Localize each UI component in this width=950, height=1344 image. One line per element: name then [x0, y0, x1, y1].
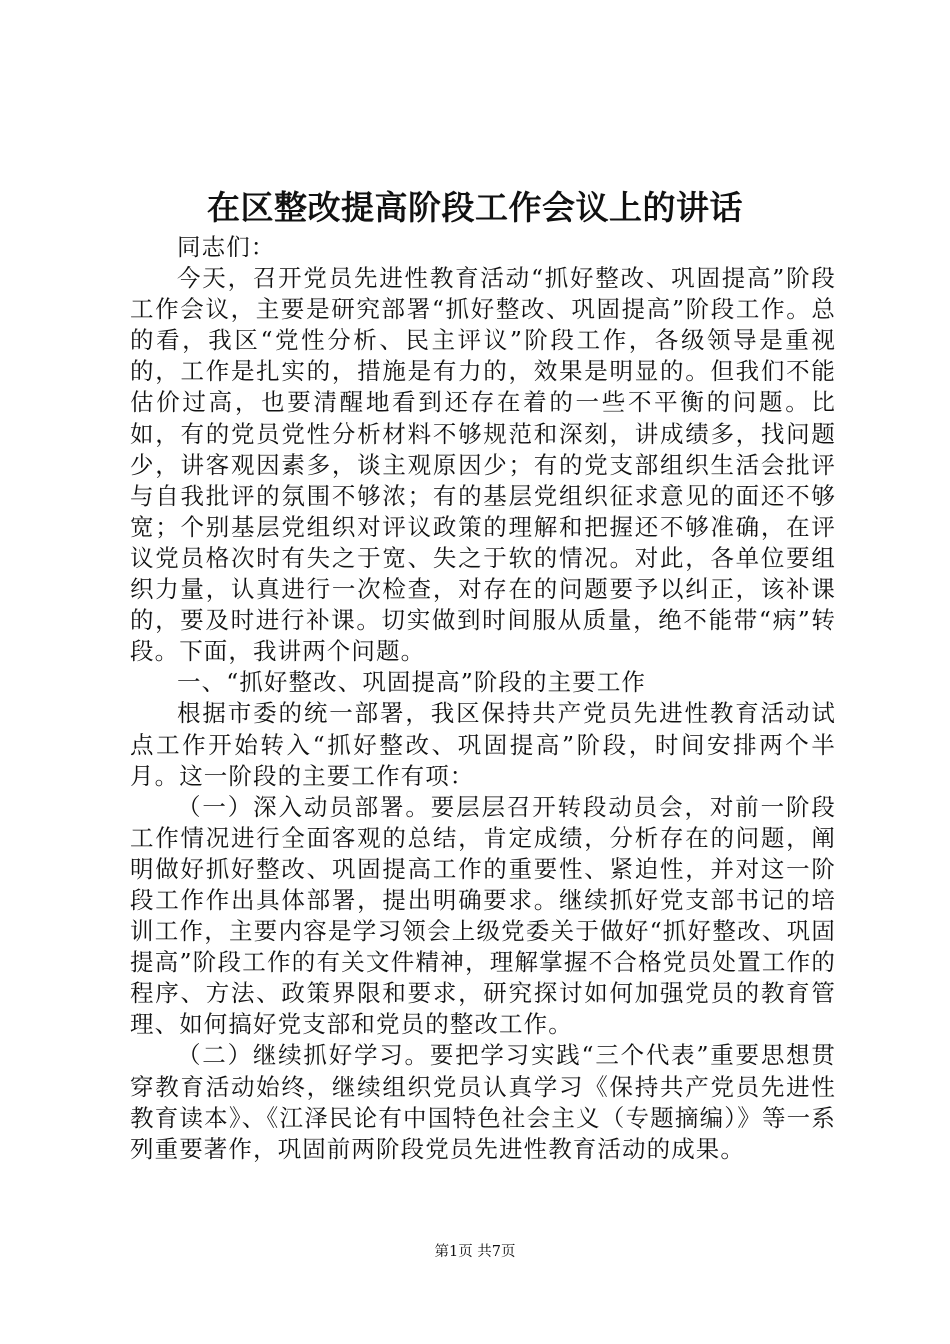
section-heading-1: 一、“抓好整改、巩固提高”阶段的主要工作 [177, 668, 647, 697]
document-body [130, 232, 836, 1165]
section-1-paragraph: 根据市委的统一部署，我区保持共产党员先进性教育活动试点工作开始转入“抓好整改、巩固提高”阶段，时间安排两个半月。这一阶段的主要工作有项： [130, 699, 836, 790]
document-title: 在区整改提高阶段工作会议上的讲话 [207, 188, 743, 227]
salutation-paragraph: 同志们： [177, 233, 276, 261]
item-2-paragraph: （二）继续抓好学习。要把学习实践“三个代表”重要思想贯穿教育活动始终，继续组织党员认真学习《保持共产党员先进性教育读本》、《江泽民论有中国特色社会主义（专题摘编）》等一系列重要著作，巩固前两阶段党员先进性教育活动的成果。 [130, 1041, 836, 1163]
page-number-footer: 第1页 共7页 [434, 1244, 516, 1260]
item-1-paragraph: （一）深入动员部署。要层层召开转段动员会，对前一阶段工作情况进行全面客观的总结，肯定成绩，分析存在的问题，阐明做好抓好整改、巩固提高工作的重要性、紧迫性，并对这一阶段工作作出具体部署，提出明确要求。继续抓好党支部书记的培训工作，主要内容是学习领会上级党委关于做好“抓好整改、巩固提高”阶段工作的有关文件精神，理解掌握不合格党员处置工作的程序、方法、政策界限和要求，研究探讨如何加强党员的教育管理、如何搞好党支部和党员的整改工作。 [130, 792, 836, 1039]
intro-paragraph: 今天，召开党员先进性教育活动“抓好整改、巩固提高”阶段工作会议，主要是研究部署“抓好整改、巩固提高”阶段工作。总的看，我区“党性分析、民主评议”阶段工作，各级领导是重视的，工作是扎实的，措施是有力的，效果是明显的。但我们不能估价过高，也要清醒地看到还存在着的一些不平衡的问题。比如，有的党员党性分析材料不够规范和深刻，讲成绩多，找问题少，讲客观因素多，谈主观原因少；有的党支部组织生活会批评与自我批评的氛围不够浓；有的基层党组织征求意见的面还不够宽；个别基层党组织对评议政策的理解和把握还不够准确，在评议党员格次时有失之于宽、失之于软的情况。对此，各单位要组织力量，认真进行一次检查，对存在的问题要予以纠正，该补课的，要及时进行补课。切实做到时间服从质量，绝不能带“病”转段。下面，我讲两个问题。 [130, 264, 836, 666]
